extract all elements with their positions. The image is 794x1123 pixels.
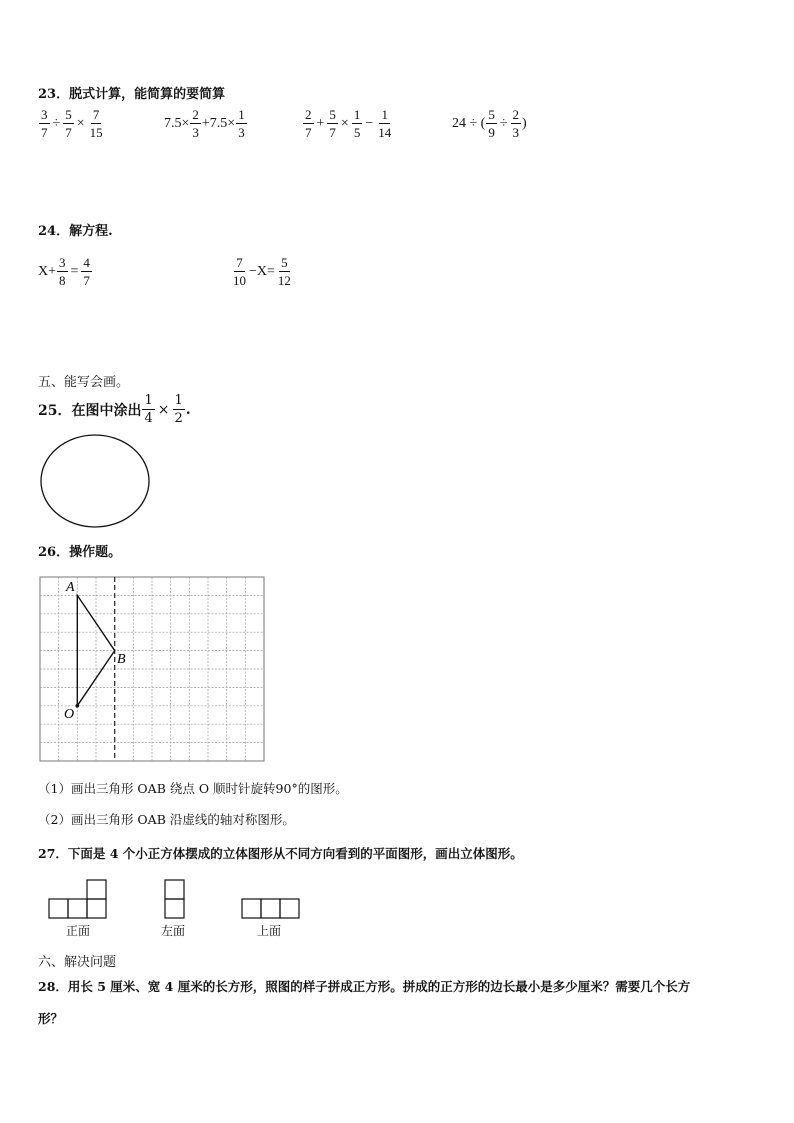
- label-b: B: [117, 652, 126, 667]
- cube-face: [261, 899, 280, 918]
- fraction: [57, 256, 68, 287]
- operator: ×: [157, 401, 170, 418]
- operator: −: [365, 115, 374, 131]
- denominator: 14: [378, 125, 392, 140]
- denominator: 7: [329, 125, 336, 140]
- point-o: [76, 704, 80, 708]
- numerator: 2: [305, 107, 312, 122]
- front-view-figure: [48, 878, 110, 922]
- fraction: [63, 108, 74, 139]
- expr-text: 7.5×: [164, 115, 190, 131]
- numerator: 4: [83, 255, 90, 270]
- numerator: 1: [353, 107, 361, 122]
- numerator: 1: [381, 107, 388, 122]
- numerator: 1: [174, 393, 183, 408]
- expr-text: X+: [38, 263, 57, 279]
- fraction: [511, 108, 522, 139]
- denominator: 15: [89, 125, 103, 140]
- cube-face: [68, 899, 87, 918]
- denominator: 12: [277, 273, 291, 288]
- fraction: [276, 256, 293, 287]
- q24-equation-2: [230, 256, 294, 287]
- fraction: [352, 108, 363, 139]
- q25-ellipse-figure: [38, 432, 154, 530]
- q26-title: 26．操作题。: [38, 545, 122, 560]
- expr-text: −X=: [249, 263, 275, 279]
- q25-title: [38, 394, 191, 425]
- operator: +: [316, 115, 325, 131]
- numerator: 5: [488, 107, 495, 122]
- denominator: 5: [353, 125, 361, 140]
- left-view-figure: [163, 878, 187, 922]
- q23-expr-4: [452, 108, 527, 139]
- cube-face: [165, 880, 184, 899]
- fraction: [190, 108, 201, 139]
- q23-expr-3: [302, 108, 394, 139]
- cube-face: [87, 899, 106, 918]
- q26-subquestion-2: （2）画出三角形 OAB 沿虚线的轴对称图形。: [38, 812, 295, 827]
- numerator: 7: [92, 107, 100, 122]
- ellipse-shape[interactable]: [41, 435, 149, 527]
- q26-grid-figure: [38, 575, 268, 763]
- denominator: 3: [192, 125, 199, 140]
- denominator: 3: [512, 125, 520, 140]
- fraction: [236, 108, 247, 139]
- numerator: 3: [41, 107, 48, 122]
- q26-subquestion-1: （1）画出三角形 OAB 绕点 O 顺时针旋转90°的图形。: [38, 781, 348, 796]
- expr-text: ): [522, 115, 527, 131]
- q24-equation-1: [38, 256, 93, 287]
- q23-expr-2: [164, 108, 248, 139]
- cube-face: [87, 880, 106, 899]
- operator: ÷: [52, 115, 61, 131]
- label-a: A: [66, 580, 75, 595]
- top-view-figure: [240, 896, 302, 922]
- fraction: [376, 108, 393, 139]
- left-view-caption: 左面: [161, 924, 186, 938]
- numerator: 5: [65, 107, 72, 122]
- fraction: [142, 394, 154, 425]
- fraction: [327, 108, 338, 139]
- fraction: [486, 108, 497, 139]
- denominator: 8: [59, 273, 66, 288]
- label-o: O: [64, 707, 75, 722]
- front-view-caption: 正面: [66, 924, 91, 938]
- q23-expr-1: [38, 108, 106, 139]
- fraction: [88, 108, 105, 139]
- expr-text: 24 ÷ (: [452, 115, 486, 131]
- cube-face: [280, 899, 299, 918]
- grid-lines: [40, 577, 264, 761]
- expr-text: +7.5×: [201, 115, 236, 131]
- q25-suffix: .: [185, 401, 191, 418]
- denominator: 2: [174, 411, 183, 426]
- fraction: [39, 108, 50, 139]
- operator: ×: [76, 115, 85, 131]
- numerator: 1: [238, 107, 245, 122]
- section-6-heading: 六、解决问题: [38, 955, 117, 970]
- numerator: 1: [144, 393, 153, 408]
- denominator: 3: [238, 125, 245, 140]
- q24-title: 24．解方程.: [38, 224, 113, 239]
- fraction: [173, 394, 185, 425]
- q27-title: 27．下面是 4 个小正方体摆成的立体图形从不同方向看到的平面图形，画出立体图形。: [38, 846, 523, 861]
- operator: ×: [340, 115, 349, 131]
- cube-face: [165, 899, 184, 918]
- numerator: 2: [512, 107, 520, 122]
- q23-title: 23．脱式计算，能简算的要简算: [38, 87, 226, 102]
- numerator: 5: [281, 255, 288, 270]
- q25-prefix: 25．在图中涂出: [38, 402, 142, 419]
- denominator: 10: [233, 273, 246, 288]
- q28-text-line-1: 28．用长 5 厘米、宽 4 厘米的长方形，照图的样子拼成正方形。拼成的正方形的边长最小是多少厘米？需要几个长方: [38, 979, 691, 994]
- operator: =: [70, 263, 79, 279]
- cube-face: [49, 899, 68, 918]
- numerator: 7: [236, 255, 243, 270]
- denominator: 7: [65, 125, 72, 140]
- denominator: 7: [305, 125, 312, 140]
- operator: ÷: [499, 115, 508, 131]
- fraction: [231, 256, 248, 287]
- cube-face: [242, 899, 261, 918]
- numerator: 3: [59, 255, 66, 270]
- fraction: [81, 256, 92, 287]
- denominator: 7: [41, 125, 48, 140]
- top-view-caption: 上面: [257, 924, 282, 938]
- section-5-heading: 五、能写会画。: [38, 375, 130, 390]
- numerator: 2: [192, 107, 199, 122]
- fraction: [303, 108, 314, 139]
- q28-text-line-2: 形？: [38, 1011, 64, 1026]
- denominator: 4: [144, 411, 153, 426]
- denominator: 9: [488, 125, 495, 140]
- numerator: 5: [329, 107, 336, 122]
- denominator: 7: [83, 273, 90, 288]
